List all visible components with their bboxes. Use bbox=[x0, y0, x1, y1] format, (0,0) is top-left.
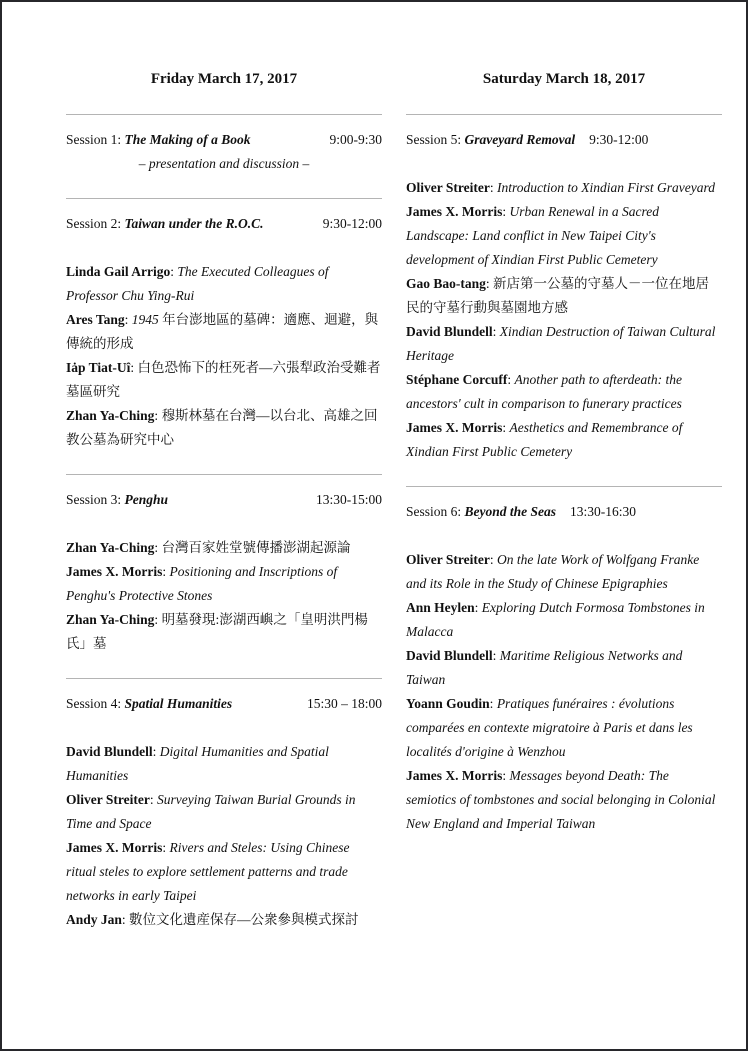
talk-entry bbox=[66, 836, 382, 908]
talk-entry bbox=[66, 536, 382, 560]
session-block bbox=[406, 486, 722, 836]
talk-entry bbox=[406, 368, 722, 416]
speaker-name: David Blundell bbox=[406, 324, 493, 339]
session-heading-text bbox=[406, 128, 575, 152]
session-time: 13:30-16:30 bbox=[570, 504, 637, 519]
talk-title-segment: Pratiques funéraires : évolutions comparées en contexte migratoire à Paris et dans les localités d'origine à Wenzhou bbox=[406, 696, 693, 759]
speaker-separator: : bbox=[502, 420, 510, 435]
session-title: Beyond the Seas bbox=[464, 504, 557, 519]
speaker-separator: : bbox=[474, 600, 482, 615]
talk-entry bbox=[66, 308, 382, 356]
talk-list bbox=[406, 176, 722, 464]
talk-title-segment: 白色恐怖下的枉死者—六張犁政治受難者墓區研究 bbox=[66, 360, 381, 399]
speaker-separator: : bbox=[154, 408, 162, 423]
talk-title-segment: On the late Work of Wolfgang Franke and its Role in the Study of Chinese Epigraphies bbox=[406, 552, 700, 591]
section-divider bbox=[66, 114, 382, 115]
session-title: Spatial Humanities bbox=[124, 696, 233, 711]
talk-title-segment: Surveying Taiwan Burial Grounds in Time and Space bbox=[66, 792, 356, 831]
talk-title-segment: Maritime Religious Networks and Taiwan bbox=[406, 648, 683, 687]
speaker-name: Oliver Streiter bbox=[406, 180, 490, 195]
speaker-separator: : bbox=[154, 612, 162, 627]
talk-title-segment: Urban Renewal in a Sacred Landscape: Land conflict in New Taipei City's development of Xindian First Public Cemetery bbox=[406, 204, 659, 267]
speaker-separator: : bbox=[489, 180, 497, 195]
section-divider bbox=[66, 474, 382, 475]
talk-title-segment: Positioning and Inscriptions of Penghu's Protective Stones bbox=[66, 564, 338, 603]
talk-entry bbox=[66, 404, 382, 452]
session-label: Session 1: bbox=[66, 132, 125, 147]
session-label: Session 4: bbox=[66, 696, 125, 711]
session-block bbox=[66, 114, 382, 176]
talk-title-segment: 1945 bbox=[131, 312, 163, 327]
speaker-separator: : bbox=[492, 648, 500, 663]
session-header bbox=[406, 500, 722, 524]
speaker-name: James X. Morris bbox=[66, 564, 163, 579]
talk-title-segment: Rivers and Steles: Using Chinese ritual steles to explore settlement patterns and trade networks in early Taipei bbox=[66, 840, 350, 903]
speaker-name: Zhan Ya-Ching bbox=[66, 540, 155, 555]
speaker-name: Linda Gail Arrigo bbox=[66, 264, 171, 279]
session-list bbox=[406, 114, 722, 836]
speaker-separator: : bbox=[124, 312, 132, 327]
session-subtitle: – presentation and discussion – bbox=[138, 156, 310, 171]
speaker-separator: : bbox=[154, 540, 162, 555]
day-title: Saturday March 18, 2017 bbox=[482, 71, 646, 87]
talk-entry bbox=[66, 560, 382, 608]
session-list bbox=[66, 114, 382, 932]
session-title: Penghu bbox=[124, 492, 169, 507]
talk-entry bbox=[406, 320, 722, 368]
session-title: The Making of a Book bbox=[124, 132, 251, 147]
session-time: 9:00-9:30 bbox=[329, 132, 382, 147]
session-time: 13:30-15:00 bbox=[316, 492, 382, 507]
speaker-separator: : bbox=[149, 792, 157, 807]
talk-entry bbox=[66, 788, 382, 836]
speaker-name: Iȧp Tiat-Uî bbox=[66, 360, 131, 375]
talk-title-segment: 穆斯林墓在台灣—以台北、高雄之回教公墓為研究中心 bbox=[66, 408, 378, 447]
talk-list bbox=[66, 536, 382, 656]
speaker-name: James X. Morris bbox=[406, 204, 503, 219]
speaker-separator: : bbox=[489, 696, 497, 711]
talk-title-segment: Exploring Dutch Formosa Tombstones in Malacca bbox=[406, 600, 705, 639]
session-label: Session 6: bbox=[406, 504, 465, 519]
session-label: Session 2: bbox=[66, 216, 125, 231]
talk-entry bbox=[406, 548, 722, 596]
session-time: 9:30-12:00 bbox=[322, 216, 382, 231]
talk-title bbox=[162, 540, 351, 555]
speaker-separator: : bbox=[130, 360, 138, 375]
talk-title-segment: Aesthetics and Remembrance of Xindian First Public Cemetery bbox=[406, 420, 683, 459]
program-columns bbox=[66, 60, 720, 954]
session-block bbox=[406, 114, 722, 464]
speaker-name: James X. Morris bbox=[66, 840, 163, 855]
session-label: Session 3: bbox=[66, 492, 125, 507]
talk-entry bbox=[406, 176, 722, 200]
speaker-name: David Blundell bbox=[66, 744, 153, 759]
speaker-name: Ares Tang bbox=[66, 312, 125, 327]
speaker-name: Zhan Ya-Ching bbox=[66, 408, 155, 423]
talk-title-segment: Another path to afterdeath: the ancestors' cult in comparison to funerary practices bbox=[406, 372, 683, 411]
speaker-name: Oliver Streiter bbox=[406, 552, 490, 567]
speaker-name: Ann Heylen bbox=[406, 600, 475, 615]
session-block bbox=[66, 198, 382, 452]
talk-entry bbox=[66, 740, 382, 788]
talk-title-segment: The Executed Colleagues of Professor Chu Ying-Rui bbox=[66, 264, 329, 303]
speaker-separator: : bbox=[502, 204, 510, 219]
speaker-separator: : bbox=[485, 276, 494, 291]
talk-title-segment: Xindian Destruction of Taiwan Cultural Heritage bbox=[406, 324, 716, 363]
talk-title bbox=[129, 912, 359, 927]
session-time: 15:30 – 18:00 bbox=[306, 696, 382, 711]
speaker-separator: : bbox=[507, 372, 515, 387]
session-time: 9:30-12:00 bbox=[589, 132, 649, 147]
talk-title-segment: 新店第一公墓的守墓人－一位在地居民的守墓行動與墓園地方感 bbox=[406, 276, 710, 315]
speaker-name: Stéphane Corcuff bbox=[406, 372, 508, 387]
session-heading-text bbox=[66, 128, 251, 152]
day-column bbox=[66, 60, 382, 954]
talk-title-segment: 台灣百家姓堂號傳播澎湖起源論 bbox=[161, 540, 351, 555]
talk-title-segment: Digital Humanities and Spatial Humanities bbox=[66, 744, 329, 783]
session-header bbox=[66, 488, 382, 512]
speaker-name: James X. Morris bbox=[406, 420, 503, 435]
speaker-separator: : bbox=[492, 324, 500, 339]
session-heading-text bbox=[406, 500, 556, 524]
speaker-separator: : bbox=[152, 744, 160, 759]
section-divider bbox=[66, 198, 382, 199]
talk-entry bbox=[406, 272, 722, 320]
session-block bbox=[66, 474, 382, 656]
talk-title bbox=[497, 180, 715, 195]
section-divider bbox=[406, 486, 722, 487]
speaker-name: Andy Jan bbox=[66, 912, 122, 927]
session-label: Session 5: bbox=[406, 132, 465, 147]
speaker-name: Oliver Streiter bbox=[66, 792, 150, 807]
talk-title-segment: 年台澎地區的墓碑：適應、迴避，與傳統的形成 bbox=[66, 312, 379, 351]
session-block bbox=[66, 678, 382, 932]
speaker-name: Zhan Ya-Ching bbox=[66, 612, 155, 627]
talk-entry bbox=[66, 260, 382, 308]
speaker-separator: : bbox=[170, 264, 178, 279]
session-header bbox=[406, 128, 722, 152]
speaker-separator: : bbox=[502, 768, 510, 783]
speaker-name: James X. Morris bbox=[406, 768, 503, 783]
session-header bbox=[66, 692, 382, 716]
session-heading-text bbox=[66, 212, 264, 236]
section-divider bbox=[66, 678, 382, 679]
talk-list bbox=[66, 260, 382, 452]
talk-entry bbox=[406, 764, 722, 836]
speaker-name: David Blundell bbox=[406, 648, 493, 663]
speaker-separator: : bbox=[162, 564, 170, 579]
session-heading-text bbox=[66, 488, 168, 512]
day-column bbox=[406, 60, 722, 954]
talk-entry bbox=[406, 596, 722, 644]
talk-list bbox=[66, 740, 382, 932]
talk-entry bbox=[406, 644, 722, 692]
day-title: Friday March 17, 2017 bbox=[150, 71, 298, 87]
speaker-separator: : bbox=[121, 912, 130, 927]
talk-entry bbox=[406, 200, 722, 272]
talk-entry bbox=[66, 608, 382, 656]
talk-title-segment: Messages beyond Death: The semiotics of tombstones and social belonging in Colonial New England and Imperial Taiwan bbox=[406, 768, 716, 831]
talk-entry bbox=[66, 356, 382, 404]
talk-list bbox=[406, 548, 722, 836]
speaker-name: Yoann Goudin bbox=[406, 696, 490, 711]
session-heading-text bbox=[66, 692, 232, 716]
talk-title-segment: 明墓發現:澎湖西嶼之「皇明洪門楊氏」墓 bbox=[66, 612, 368, 651]
talk-entry bbox=[406, 416, 722, 464]
talk-title-segment: 數位文化遺産保存—公衆參與模式探討 bbox=[129, 912, 359, 927]
speaker-separator: : bbox=[162, 840, 170, 855]
session-header bbox=[66, 128, 382, 152]
session-header bbox=[66, 212, 382, 236]
speaker-name: Gao Bao-tang bbox=[406, 276, 486, 291]
session-title: Graveyard Removal bbox=[464, 132, 576, 147]
speaker-separator: : bbox=[489, 552, 497, 567]
section-divider bbox=[406, 114, 722, 115]
talk-entry bbox=[66, 908, 382, 932]
talk-title-segment: Introduction to Xindian First Graveyard bbox=[496, 180, 715, 195]
talk-entry bbox=[406, 692, 722, 764]
session-title: Taiwan under the R.O.C. bbox=[124, 216, 264, 231]
